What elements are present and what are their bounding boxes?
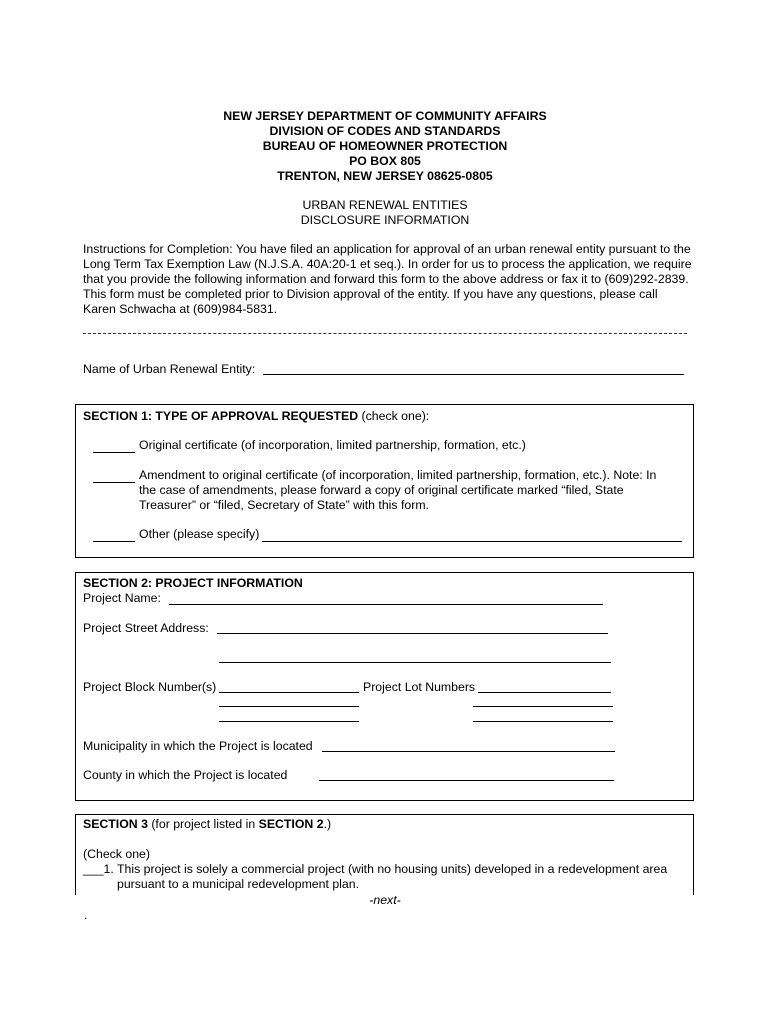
project-name-field[interactable] bbox=[169, 604, 603, 605]
lot-numbers-field[interactable] bbox=[478, 692, 611, 693]
amendment-label-3: Treasurer” or “filed, Secretary of State” with this form. bbox=[139, 498, 429, 512]
commercial-project-label: This project is solely a commercial project (with no housing units) developed in a redevelopment area bbox=[116, 862, 668, 876]
city-address: TRENTON, NEW JERSEY 08625-0805 bbox=[277, 169, 493, 183]
original-certificate-label: Original certificate (of incorporation, limited partnership, formation, etc.) bbox=[139, 438, 526, 452]
form-subtitle: DISCLOSURE INFORMATION bbox=[300, 213, 470, 227]
separator-line bbox=[83, 333, 687, 334]
form-title: URBAN RENEWAL ENTITIES bbox=[302, 198, 468, 212]
amendment-label-2: the case of amendments, please forward a copy of original certificate marked “filed, State bbox=[139, 483, 624, 497]
municipality-field[interactable] bbox=[322, 751, 615, 752]
other-checkbox[interactable] bbox=[93, 541, 135, 542]
block-number-field[interactable] bbox=[219, 692, 359, 693]
next-page-indicator: -next- bbox=[369, 893, 401, 907]
lot-numbers-field-2[interactable] bbox=[473, 706, 613, 707]
project-name-label: Project Name: bbox=[83, 591, 161, 605]
entity-name-label: Name of Urban Renewal Entity: bbox=[83, 362, 256, 376]
original-certificate-checkbox[interactable] bbox=[93, 452, 135, 453]
block-number-field-3[interactable] bbox=[219, 721, 359, 722]
instructions-paragraph: Instructions for Completion: You have filed an application for approval of an urban renewal entity pursuant to the Long Term Tax Exemption Law (N.J.S.A. 40A:20-1 et seq.). In order for us to process the application, we require that you provide the following information and forward this form to the above address or fax it to (609)292-2839. This form must be completed prior to Division approval of the entity. If you have any questions, please call Karen Schwacha at (609)984-5831. bbox=[83, 242, 692, 316]
bureau-name: BUREAU OF HOMEOWNER PROTECTION bbox=[262, 139, 508, 153]
street-address-field-2[interactable] bbox=[219, 662, 611, 663]
entity-name-row bbox=[83, 362, 255, 377]
amendment-checkbox[interactable] bbox=[93, 482, 135, 483]
entity-name-field[interactable] bbox=[263, 374, 684, 375]
po-box: PO BOX 805 bbox=[349, 154, 421, 168]
lot-numbers-field-3[interactable] bbox=[473, 721, 613, 722]
section1-title: SECTION 1: TYPE OF APPROVAL REQUESTED (check one): bbox=[83, 409, 430, 423]
county-label: County in which the Project is located bbox=[83, 768, 288, 782]
block-number-label: Project Block Number(s) bbox=[83, 680, 217, 694]
amendment-label-1: Amendment to original certificate (of incorporation, limited partnership, formation, etc.). Note: In bbox=[139, 468, 657, 482]
trailing-dot: . bbox=[84, 908, 88, 922]
county-field[interactable] bbox=[319, 780, 614, 781]
other-specify-field[interactable] bbox=[262, 541, 682, 542]
municipality-label: Municipality in which the Project is located bbox=[83, 739, 313, 753]
division-name: DIVISION OF CODES AND STANDARDS bbox=[269, 124, 501, 138]
other-label: Other (please specify) bbox=[139, 527, 260, 541]
lot-numbers-label: Project Lot Numbers bbox=[363, 680, 476, 694]
street-address-field[interactable] bbox=[217, 633, 608, 634]
option-number: ___1. bbox=[83, 862, 114, 876]
street-address-label: Project Street Address: bbox=[83, 621, 209, 635]
section3-title: SECTION 3 (for project listed in SECTION 2.) bbox=[83, 817, 332, 831]
block-number-field-2[interactable] bbox=[219, 706, 359, 707]
commercial-project-option[interactable] bbox=[83, 862, 667, 877]
check-one-label: (Check one) bbox=[83, 847, 150, 861]
section2-title: SECTION 2: PROJECT INFORMATION bbox=[83, 576, 303, 590]
commercial-project-label-2: pursuant to a municipal redevelopment plan. bbox=[117, 877, 359, 891]
agency-name: NEW JERSEY DEPARTMENT OF COMMUNITY AFFAIRS bbox=[223, 109, 547, 123]
